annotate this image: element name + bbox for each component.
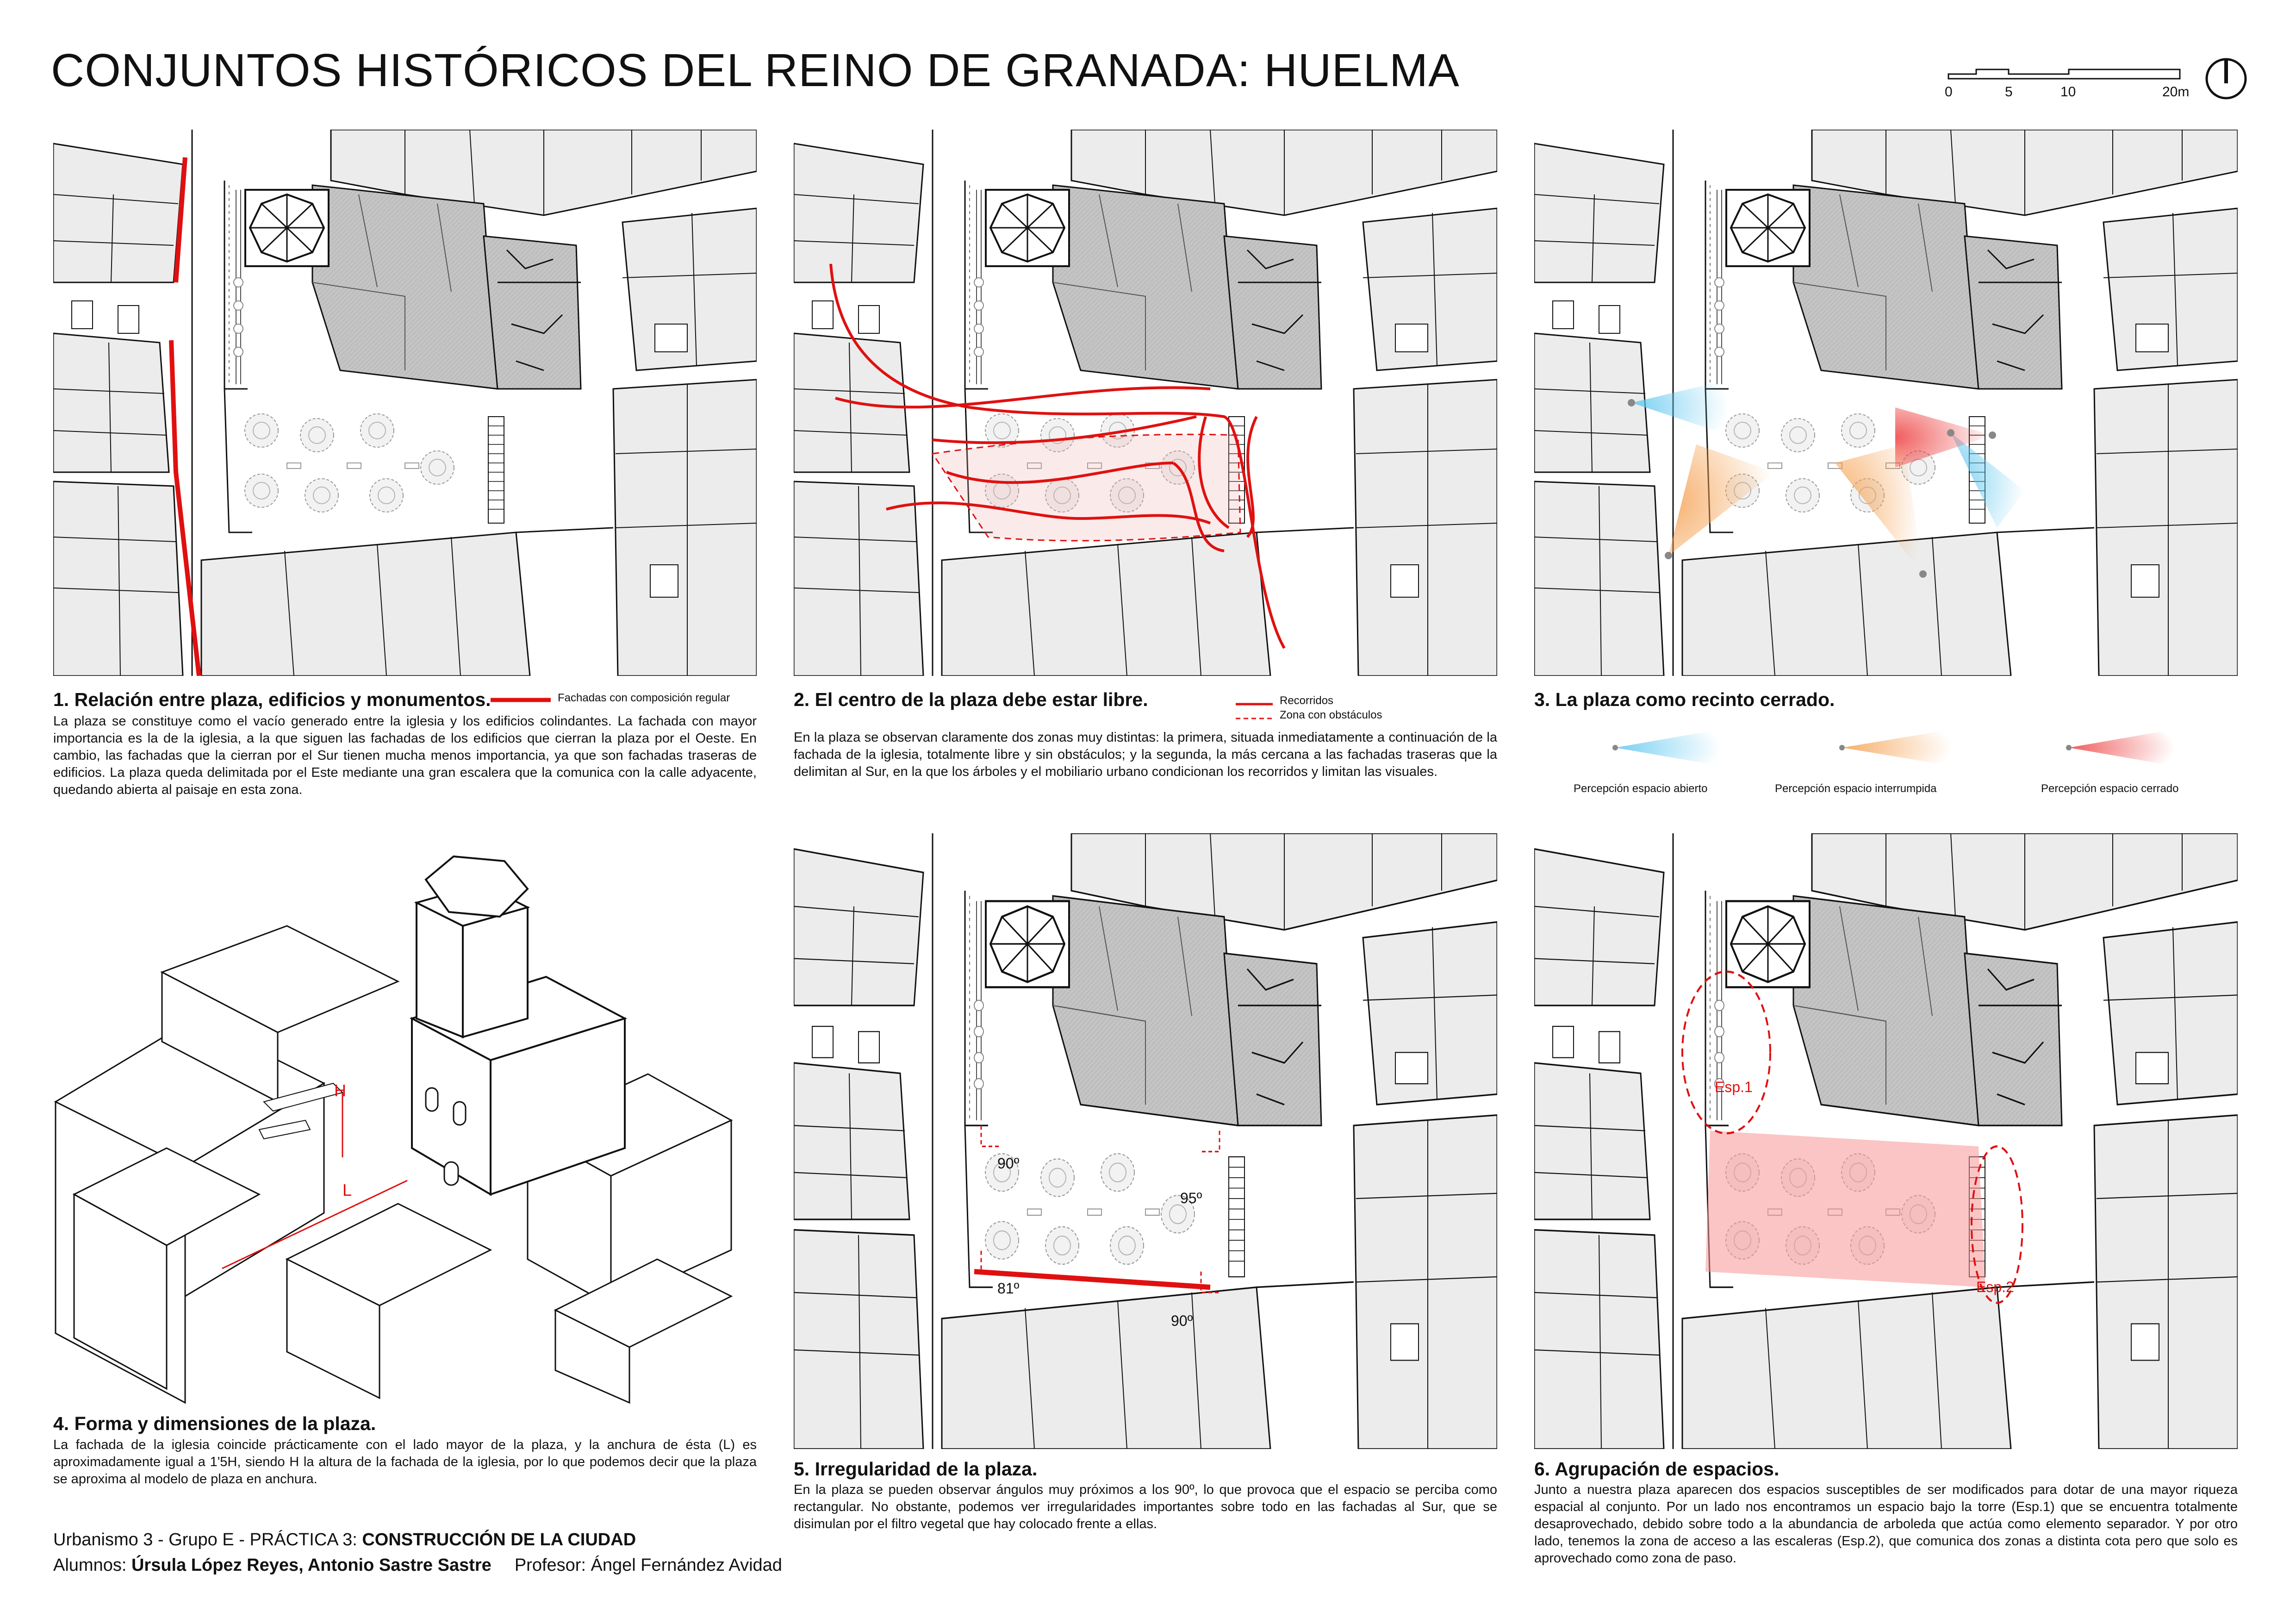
panel-5-text: En la plaza se pueden observar ángulos muy próximos a los 90º, lo que provoca que el espacio se perciba como rectangular. No obstante, podemos ver irregularidades importantes sobre todo en las fachadas al Sur, que se disimulan por el filtro vegetal que hay colocado frente a ellas.	[794, 1482, 1497, 1531]
angle-label: 95º	[1180, 1190, 1202, 1206]
plaza-highlight	[1705, 1131, 1985, 1287]
panel-5-title: 5. Irregularidad de la plaza.	[794, 1458, 1038, 1480]
open-perception-cone	[1951, 433, 2025, 528]
panel-1-legend: Fachadas con composición regular	[558, 692, 730, 704]
panel-6-text: Junto a nuestra plaza aparecen dos espacios susceptibles de ser modificados para dotar de una mayor riqueza espacial al conjunto. Por un lado nos encontramos un espacio bajo la torre (Esp.1) que se encuentra totalmente desaprovechado, debido sobre todo a la abundancia de arboleda que actúa como elemento separador. Y por otro lado, tenemos la zona de acceso a las escaleras (Esp.2), que comunica dos zonas a distinta cota pero que solo es aprovechado como zona de paso.	[1534, 1482, 2238, 1566]
map-panel-6	[1534, 833, 2238, 1449]
panel-1-text: La plaza se constituye como el vacío generado entre la iglesia y los edificios colindantes. La fachada con mayor importancia es la de la iglesia, a la que siguen las fachadas de los edificios que cierran la plaza por el Oeste. En cambio, las fachadas que la cierran por el Sur tienen mucha menos importancia, ya que son fachadas traseras de edificios. La plaza queda delimitada por el Este mediante una gran escalera que la comunica con la calle adyacente, quedando abierta al paisaje en esta zona.	[53, 714, 757, 797]
obstacle-zone	[933, 434, 1240, 541]
legend-open: Percepción espacio abierto	[1574, 782, 1708, 795]
course-label: Urbanismo 3 - Grupo E - PRÁCTICA 3:	[53, 1530, 362, 1549]
legend-closed: Percepción espacio cerrado	[2041, 782, 2179, 795]
scale-tick-0: 0	[1945, 84, 1953, 100]
footer-course	[53, 1530, 636, 1550]
esp1-outline	[1682, 972, 1770, 1133]
panel-3-title: 3. La plaza como recinto cerrado.	[1534, 689, 1835, 710]
perception-legend-graphic	[1537, 727, 2231, 778]
scale-bar	[1939, 60, 2217, 111]
panel-4-title: 4. Forma y dimensiones de la plaza.	[53, 1413, 376, 1434]
esp2-label: Esp.2	[1976, 1279, 2014, 1295]
practice-name: CONSTRUCCIÓN DE LA CIUDAD	[362, 1530, 636, 1549]
professor: Profesor: Ángel Fernández Avidad	[514, 1555, 782, 1575]
angle-label: 81º	[997, 1280, 1020, 1297]
page-title: CONJUNTOS HISTÓRICOS DEL REINO DE GRANADA: HUELMA	[51, 44, 1460, 96]
panel-2-text: En la plaza se observan claramente dos zonas muy distintas: la primera, situada inmediatamente a continuación de la fachada de la iglesia, totalmente libre y sin obstáculos; y la segunda, la más cercana a las fachadas traseras que la delimitan al Sur, en la que los árboles y el mobiliario urbano condicionan los recorridos y limitan las visuales.	[794, 730, 1497, 779]
interrupted-perception-cone	[1668, 444, 1775, 556]
esp1-label: Esp.1	[1715, 1079, 1753, 1095]
legend-interrupted: Percepción espacio interrumpida	[1775, 782, 1937, 795]
scale-tick-5: 5	[2005, 84, 2013, 100]
map-panel-2	[794, 130, 1497, 676]
legend-obstacles-line	[1236, 715, 1273, 722]
scale-tick-10: 10	[2060, 84, 2076, 100]
map-panel-5	[794, 833, 1497, 1449]
angle-label: 90º	[1171, 1312, 1193, 1329]
axonometric-panel-4	[46, 843, 750, 1407]
legend-routes-line	[1236, 701, 1273, 707]
map-panel-3	[1534, 130, 2238, 676]
label-l: L	[342, 1181, 352, 1199]
map-panel-1	[53, 130, 757, 676]
north-arrow-icon	[2203, 56, 2249, 102]
students-names: Úrsula López Reyes, Antonio Sastre Sastre	[131, 1555, 492, 1575]
angle-label: 90º	[997, 1155, 1020, 1172]
legend-obstacles: Zona con obstáculos	[1280, 709, 1382, 721]
panel-6-title: 6. Agrupación de espacios.	[1534, 1458, 1780, 1480]
footer-students	[53, 1555, 782, 1575]
panel-1-title: 1. Relación entre plaza, edificios y monumentos.	[53, 689, 491, 710]
students-label: Alumnos:	[53, 1555, 131, 1575]
legend-routes: Recorridos	[1280, 694, 1334, 707]
panel-2-title: 2. El centro de la plaza debe estar libre.	[794, 689, 1148, 710]
panel-4-text: La fachada de la iglesia coincide prácticamente con el lado mayor de la plaza, y la anchura de ésta (L) es aproximadamente igual a 1'5H, siendo H la altura de la fachada de la iglesia, por lo que podemos decir que la plaza se aproxima al modelo de plaza en anchura.	[53, 1437, 757, 1487]
label-h: H	[334, 1081, 346, 1100]
scale-tick-20m: 20m	[2162, 84, 2190, 100]
legend-red-line	[491, 695, 551, 705]
